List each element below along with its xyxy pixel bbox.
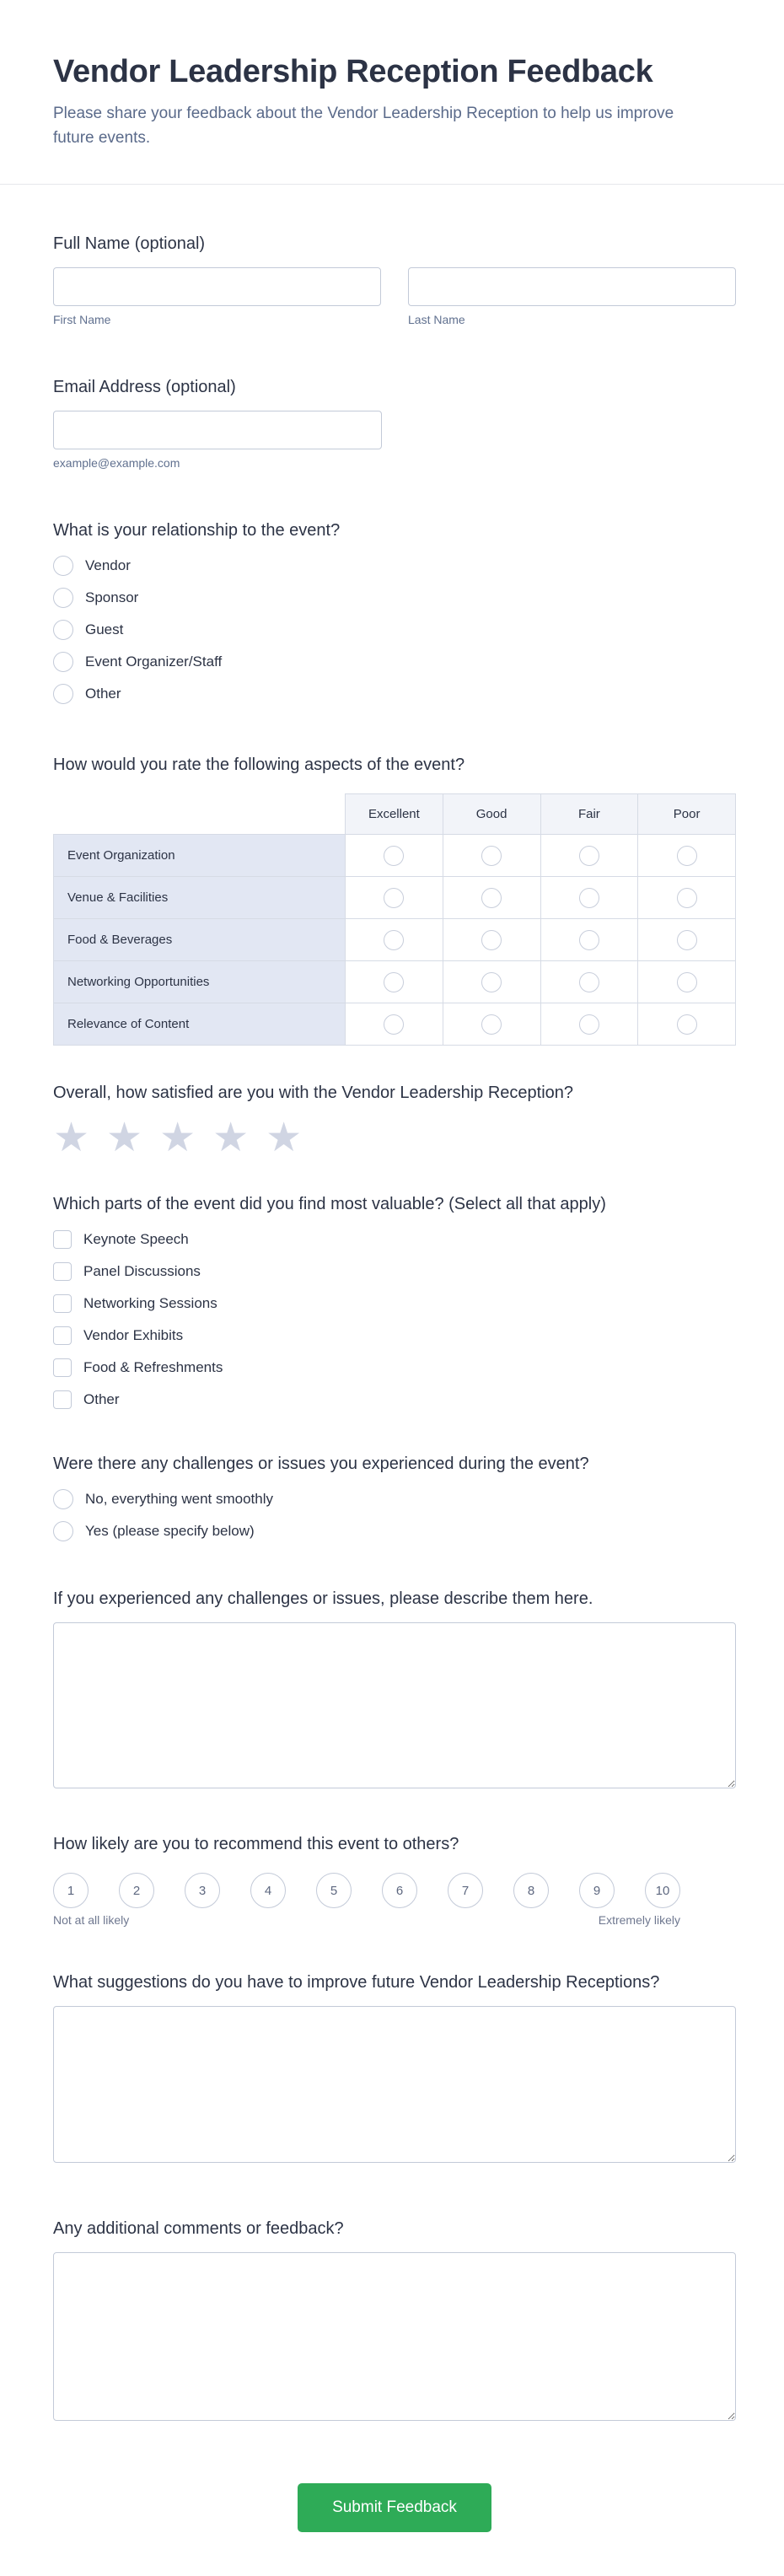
star-icon[interactable]: ★ xyxy=(106,1116,143,1160)
matrix-radio[interactable] xyxy=(384,888,404,908)
question-describe-challenges xyxy=(53,1589,736,1788)
question-suggestions xyxy=(53,1972,736,2163)
matrix-column-header: Poor xyxy=(638,794,736,835)
matrix-radio[interactable] xyxy=(579,972,599,992)
header-divider xyxy=(0,184,784,185)
radio-option-vendor[interactable] xyxy=(53,556,736,576)
radio-icon[interactable] xyxy=(53,684,73,704)
question-email xyxy=(53,377,736,470)
checkbox-icon[interactable] xyxy=(53,1294,72,1313)
checkbox-icon[interactable] xyxy=(53,1358,72,1377)
matrix-radio[interactable] xyxy=(384,972,404,992)
radio-option-guest[interactable] xyxy=(53,620,736,640)
matrix-cell xyxy=(346,961,443,1003)
radio-option-no-issues[interactable] xyxy=(53,1489,736,1509)
submit-button[interactable]: Submit Feedback xyxy=(298,2483,491,2532)
question-relationship xyxy=(53,520,736,704)
matrix-radio[interactable] xyxy=(481,1014,502,1035)
checkbox-option-other[interactable] xyxy=(53,1390,736,1410)
matrix-cell xyxy=(346,835,443,877)
radio-icon[interactable] xyxy=(53,652,73,672)
question-label: Were there any challenges or issues you experienced during the event? xyxy=(53,1455,589,1473)
radio-option-label: Yes (please specify below) xyxy=(85,1523,255,1539)
scale-option-10[interactable]: 10 xyxy=(645,1873,680,1908)
matrix-radio[interactable] xyxy=(384,930,404,950)
matrix-cell xyxy=(346,919,443,961)
matrix-row-food-beverages xyxy=(54,919,736,961)
question-most-valuable xyxy=(53,1194,736,1410)
radio-option-label: Sponsor xyxy=(85,589,139,605)
question-recommend-scale xyxy=(53,1834,736,1927)
matrix-radio[interactable] xyxy=(481,888,502,908)
matrix-cell xyxy=(443,835,540,877)
matrix-row-label: Food & Beverages xyxy=(54,919,346,961)
last-name-field xyxy=(408,267,736,326)
submit-area xyxy=(53,2483,736,2576)
star-rating xyxy=(53,1118,736,1159)
matrix-cell xyxy=(346,1003,443,1046)
radio-icon[interactable] xyxy=(53,1521,73,1541)
name-fields-row xyxy=(53,267,736,326)
question-label: What is your relationship to the event? xyxy=(53,521,341,540)
matrix-cell xyxy=(443,877,540,919)
checkbox-option-label: Vendor Exhibits xyxy=(83,1327,184,1343)
checkbox-option-label: Networking Sessions xyxy=(83,1295,217,1311)
radio-icon[interactable] xyxy=(53,620,73,640)
matrix-cell xyxy=(540,919,638,961)
matrix-row-venue-facilities xyxy=(54,877,736,919)
question-comments xyxy=(53,2218,736,2421)
scale-option-8[interactable]: 8 xyxy=(513,1873,549,1908)
matrix-radio[interactable] xyxy=(677,888,697,908)
nps-scale-labels xyxy=(53,1913,680,1927)
rating-matrix-table xyxy=(53,793,736,1046)
radio-option-yes-issues[interactable] xyxy=(53,1521,736,1541)
radio-option-sponsor[interactable] xyxy=(53,588,736,608)
scale-option-1[interactable]: 1 xyxy=(53,1873,89,1908)
matrix-radio[interactable] xyxy=(481,846,502,866)
first-name-sublabel: First Name xyxy=(53,313,111,326)
star-icon[interactable]: ★ xyxy=(159,1116,196,1160)
form-subtitle: Please share your feedback about the Vendor Leadership Reception to help us improve future events. xyxy=(53,105,674,147)
question-challenges xyxy=(53,1454,736,1541)
matrix-radio[interactable] xyxy=(579,930,599,950)
radio-option-label: Other xyxy=(85,686,121,702)
matrix-radio[interactable] xyxy=(677,1014,697,1035)
matrix-column-header: Excellent xyxy=(346,794,443,835)
scale-option-5[interactable]: 5 xyxy=(316,1873,352,1908)
matrix-row-label: Relevance of Content xyxy=(54,1003,346,1046)
question-rating-matrix xyxy=(53,755,736,1046)
suggestions-textarea[interactable] xyxy=(53,2006,736,2163)
matrix-radio[interactable] xyxy=(579,1014,599,1035)
matrix-radio[interactable] xyxy=(677,930,697,950)
question-label: Full Name (optional) xyxy=(53,234,206,253)
matrix-cell xyxy=(638,877,736,919)
checkbox-icon[interactable] xyxy=(53,1390,72,1409)
question-label: Email Address (optional) xyxy=(53,378,236,396)
radio-icon[interactable] xyxy=(53,588,73,608)
matrix-column-header: Good xyxy=(443,794,540,835)
scale-option-3[interactable]: 3 xyxy=(185,1873,220,1908)
radio-option-organizer-staff[interactable] xyxy=(53,652,736,672)
matrix-radio[interactable] xyxy=(384,1014,404,1035)
first-name-field xyxy=(53,267,381,326)
matrix-cell xyxy=(346,877,443,919)
question-label: What suggestions do you have to improve future Vendor Leadership Receptions? xyxy=(53,1973,660,1992)
matrix-radio[interactable] xyxy=(481,972,502,992)
matrix-row-networking-opportunities xyxy=(54,961,736,1003)
scale-option-7[interactable]: 7 xyxy=(448,1873,483,1908)
checkbox-option-keynote-speech[interactable] xyxy=(53,1229,736,1250)
matrix-radio[interactable] xyxy=(579,846,599,866)
question-label: Which parts of the event did you find most valuable? (Select all that apply) xyxy=(53,1195,606,1213)
matrix-row-label: Venue & Facilities xyxy=(54,877,346,919)
matrix-row-label: Event Organization xyxy=(54,835,346,877)
matrix-cell xyxy=(638,961,736,1003)
matrix-cell xyxy=(540,877,638,919)
scale-option-9[interactable]: 9 xyxy=(579,1873,615,1908)
radio-option-label: Vendor xyxy=(85,557,131,573)
matrix-cell xyxy=(638,919,736,961)
radio-icon[interactable] xyxy=(53,556,73,576)
email-sublabel: example@example.com xyxy=(53,456,180,470)
matrix-cell xyxy=(540,961,638,1003)
matrix-corner-cell xyxy=(54,794,346,835)
checkbox-option-label: Other xyxy=(83,1391,120,1407)
scale-option-6[interactable]: 6 xyxy=(382,1873,417,1908)
matrix-cell xyxy=(638,835,736,877)
challenges-textarea[interactable] xyxy=(53,1622,736,1788)
checkbox-option-label: Panel Discussions xyxy=(83,1263,201,1279)
matrix-cell xyxy=(540,1003,638,1046)
matrix-column-header: Fair xyxy=(540,794,638,835)
matrix-row-relevance-of-content xyxy=(54,1003,736,1046)
checkbox-option-label: Keynote Speech xyxy=(83,1231,189,1247)
checkbox-option-networking-sessions[interactable] xyxy=(53,1293,736,1314)
form-title: Vendor Leadership Reception Feedback xyxy=(53,54,653,89)
matrix-radio[interactable] xyxy=(677,846,697,866)
question-satisfaction xyxy=(53,1083,736,1159)
checkbox-option-panel-discussions[interactable] xyxy=(53,1261,736,1282)
comments-textarea[interactable] xyxy=(53,2252,736,2421)
question-label: If you experienced any challenges or issues, please describe them here. xyxy=(53,1589,593,1608)
radio-option-label: Event Organizer/Staff xyxy=(85,653,223,670)
email-field xyxy=(53,411,382,470)
last-name-input[interactable] xyxy=(408,267,736,306)
form-header xyxy=(0,0,784,150)
last-name-sublabel: Last Name xyxy=(408,313,465,326)
matrix-header-row xyxy=(54,794,736,835)
first-name-input[interactable] xyxy=(53,267,381,306)
radio-option-other[interactable] xyxy=(53,684,736,704)
checkbox-icon[interactable] xyxy=(53,1262,72,1281)
matrix-radio[interactable] xyxy=(384,846,404,866)
matrix-cell xyxy=(443,961,540,1003)
matrix-radio[interactable] xyxy=(677,972,697,992)
question-full-name xyxy=(53,234,736,326)
scale-left-label: Not at all likely xyxy=(53,1913,130,1927)
checkbox-option-vendor-exhibits[interactable] xyxy=(53,1326,736,1346)
matrix-cell xyxy=(443,919,540,961)
question-label: Overall, how satisfied are you with the Vendor Leadership Reception? xyxy=(53,1084,574,1102)
form-body xyxy=(0,234,784,2576)
nps-scale xyxy=(53,1873,680,1927)
scale-option-4[interactable]: 4 xyxy=(250,1873,286,1908)
question-label: How likely are you to recommend this event to others? xyxy=(53,1835,459,1853)
checkbox-icon[interactable] xyxy=(53,1326,72,1345)
question-label: How would you rate the following aspects of the event? xyxy=(53,756,465,774)
star-icon[interactable]: ★ xyxy=(266,1116,303,1160)
matrix-row-label: Networking Opportunities xyxy=(54,961,346,1003)
radio-icon[interactable] xyxy=(53,1489,73,1509)
checkbox-icon[interactable] xyxy=(53,1230,72,1249)
matrix-radio[interactable] xyxy=(579,888,599,908)
scale-option-2[interactable]: 2 xyxy=(119,1873,154,1908)
matrix-cell xyxy=(540,835,638,877)
question-label: Any additional comments or feedback? xyxy=(53,2219,344,2238)
matrix-radio[interactable] xyxy=(481,930,502,950)
email-input[interactable] xyxy=(53,411,382,449)
scale-right-label: Extremely likely xyxy=(598,1913,680,1927)
star-icon[interactable]: ★ xyxy=(53,1116,90,1160)
radio-option-label: Guest xyxy=(85,621,124,637)
star-icon[interactable]: ★ xyxy=(212,1116,250,1160)
checkbox-option-food-refreshments[interactable] xyxy=(53,1358,736,1378)
matrix-cell xyxy=(443,1003,540,1046)
matrix-cell xyxy=(638,1003,736,1046)
checkbox-option-label: Food & Refreshments xyxy=(83,1359,223,1375)
nps-scale-row xyxy=(53,1873,680,1908)
matrix-row-event-organization xyxy=(54,835,736,877)
radio-option-label: No, everything went smoothly xyxy=(85,1491,273,1507)
